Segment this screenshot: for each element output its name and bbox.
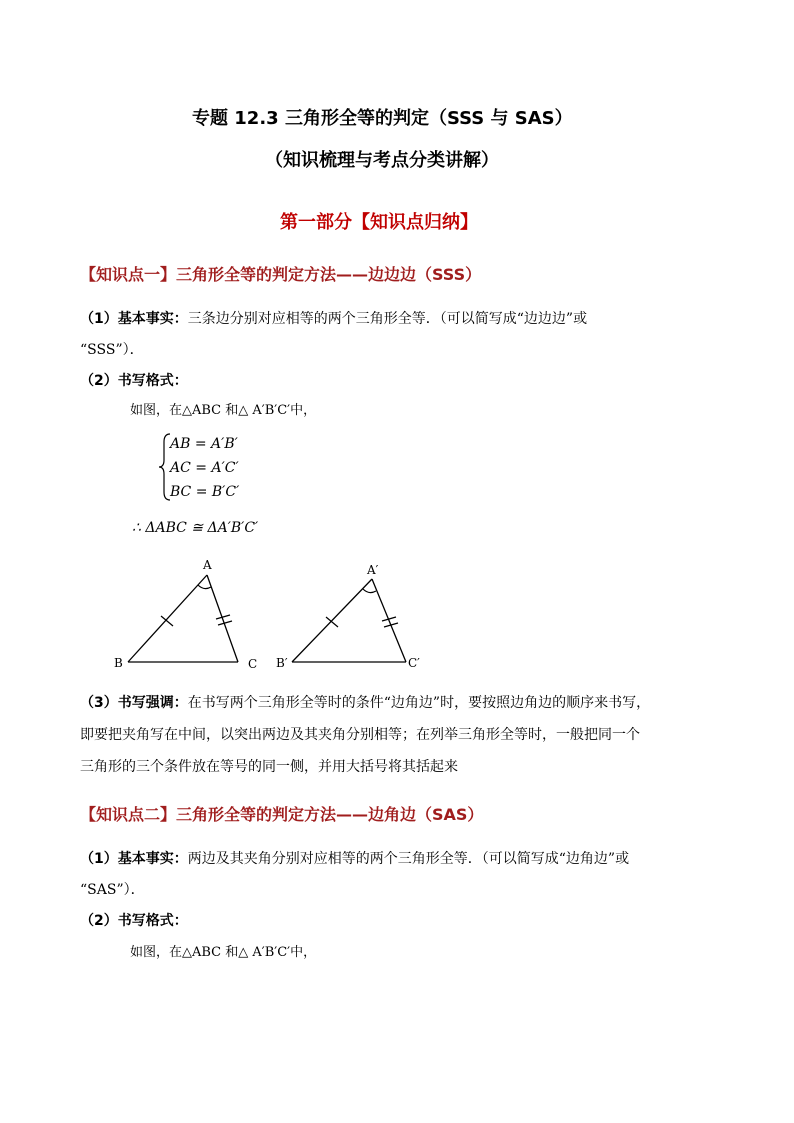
- kp2-format-label: （2）书写格式：: [80, 913, 188, 929]
- equation-3: BC = B′C′: [170, 484, 240, 500]
- label-c: C: [248, 657, 258, 671]
- kp2-heading: 【知识点二】三角形全等的判定方法——边角边（SAS）: [80, 805, 484, 824]
- kp1-fact: [80, 304, 587, 334]
- page-subtitle: （知识梳理与考点分类讲解）: [265, 150, 499, 171]
- label-a: A: [203, 558, 212, 572]
- equation-1: AB = A′B′: [170, 436, 238, 452]
- label-b-prime: B′: [276, 656, 288, 670]
- kp1-emphasis-line-1: 在书写两个三角形全等时的条件“边角边”时，要按照边角边的顺序来书写，: [187, 695, 651, 711]
- kp2-fact-text-2: “SAS”）．: [80, 882, 145, 898]
- triangle-figure: [100, 555, 440, 680]
- kp1-emphasis-line-2: 即要把夹角写在中间，以突出两边及其夹角分别相等；在列举三角形全等时，一般把同一个: [80, 727, 640, 743]
- kp1-intro: 如图，在△ABC 和△ A′B′C′中，: [130, 403, 317, 418]
- triangle-abc: [114, 558, 257, 671]
- kp1-emphasis-line-3: 三角形的三个条件放在等号的同一侧，并用大括号将其括起来: [80, 759, 458, 775]
- kp1-fact-text-2: “SSS”）．: [80, 342, 144, 358]
- conclusion: ∴ ΔABC ≅ ΔA′B′C′: [132, 520, 259, 536]
- kp1-fact-label: （1）基本事实：: [80, 311, 188, 327]
- kp2-fact-text: 两边及其夹角分别对应相等的两个三角形全等．（可以简写成“边角边”或: [187, 851, 630, 867]
- page-title: 专题 12.3 三角形全等的判定（SSS 与 SAS）: [192, 108, 573, 129]
- kp1-heading: 【知识点一】三角形全等的判定方法——边边边（SSS）: [80, 265, 482, 284]
- kp2-fact: [80, 844, 629, 874]
- kp1-format-label: （2）书写格式：: [80, 373, 188, 389]
- label-c-prime: C′: [408, 656, 420, 670]
- kp1-emphasis: [80, 688, 650, 718]
- kp1-emphasis-label: （3）书写强调：: [80, 695, 188, 711]
- part-heading: 第一部分【知识点归纳】: [280, 212, 478, 233]
- equation-2: AC = A′C′: [170, 460, 239, 476]
- label-b: B: [114, 656, 123, 670]
- label-a-prime: A′: [367, 563, 379, 577]
- kp1-fact-text: 三条边分别对应相等的两个三角形全等．（可以简写成“边边边”或: [187, 311, 588, 327]
- triangle-a2b2c2: [276, 563, 420, 670]
- kp2-fact-label: （1）基本事实：: [80, 851, 188, 867]
- kp2-intro: 如图，在△ABC 和△ A′B′C′中，: [130, 945, 317, 960]
